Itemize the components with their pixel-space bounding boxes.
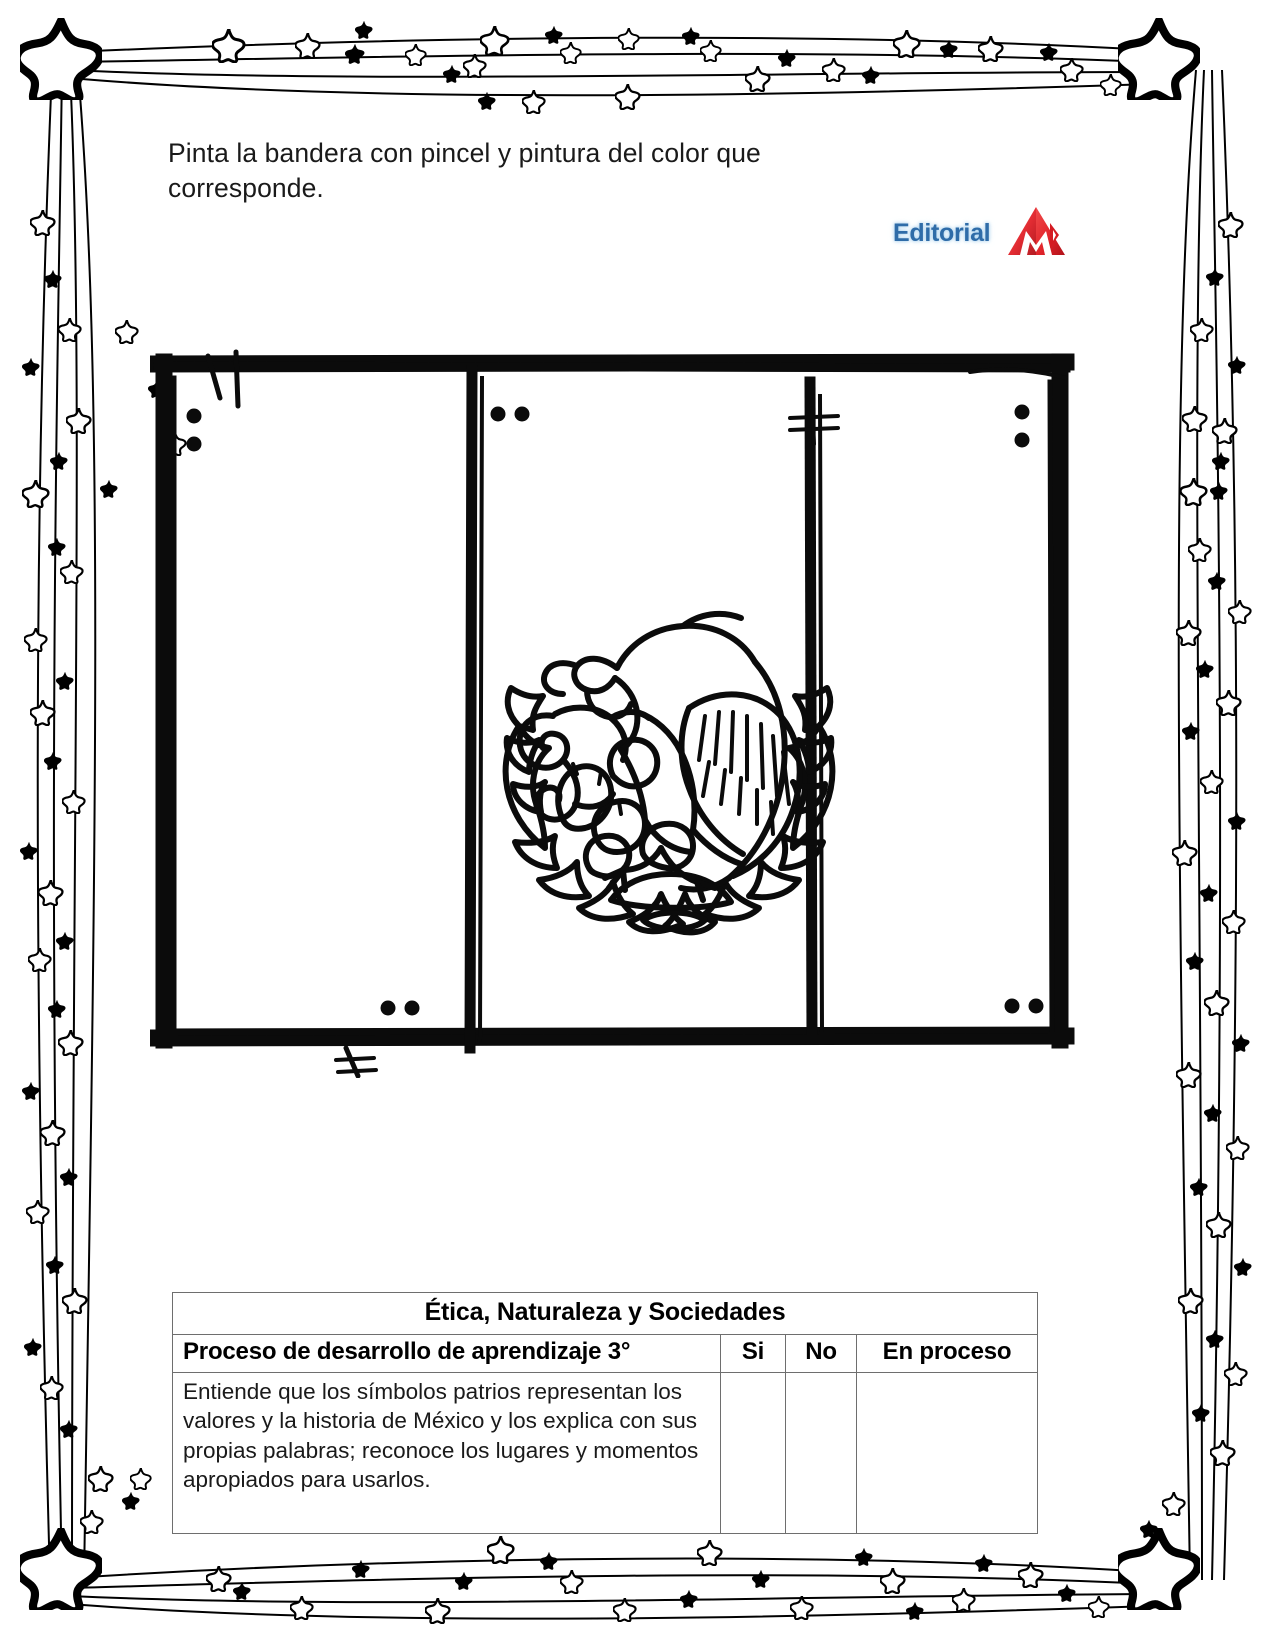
column-header-criterion: Proceso de desarrollo de aprendizaje 3° xyxy=(173,1335,721,1373)
logo-wordmark: Editorial xyxy=(893,219,991,247)
instruction-text: Pinta la bandera con pincel y pintura del color que corresponde. xyxy=(168,138,761,203)
md-triangle-icon xyxy=(1006,205,1068,263)
table-title-row xyxy=(173,1293,1038,1335)
column-header-no: No xyxy=(786,1335,857,1373)
answer-cell-si[interactable] xyxy=(721,1373,786,1534)
corner-star-bottom-right xyxy=(1115,1531,1198,1612)
mexican-flag-coloring-outline xyxy=(150,348,1075,1078)
corner-star-top-left xyxy=(17,21,100,102)
answer-cell-en-proceso[interactable] xyxy=(857,1373,1038,1534)
table-row xyxy=(173,1373,1038,1534)
table-title: Ética, Naturaleza y Sociedades xyxy=(173,1293,1038,1335)
corner-star-bottom-left xyxy=(17,1531,100,1612)
table-header-row xyxy=(173,1335,1038,1373)
escudo-nacional-emblem xyxy=(506,614,833,933)
criterion-text: Entiende que los símbolos patrios representan los valores y la historia de México y los explica con sus propias palabras; reconoce los lugares y momentos apropiados para usarlos. xyxy=(173,1373,721,1534)
column-header-si: Si xyxy=(721,1335,786,1373)
answer-cell-no[interactable] xyxy=(786,1373,857,1534)
column-header-en-proceso: En proceso xyxy=(857,1335,1038,1373)
assessment-table xyxy=(172,1292,1038,1534)
editorial-md-logo xyxy=(893,205,1068,267)
corner-star-top-right xyxy=(1115,21,1198,102)
